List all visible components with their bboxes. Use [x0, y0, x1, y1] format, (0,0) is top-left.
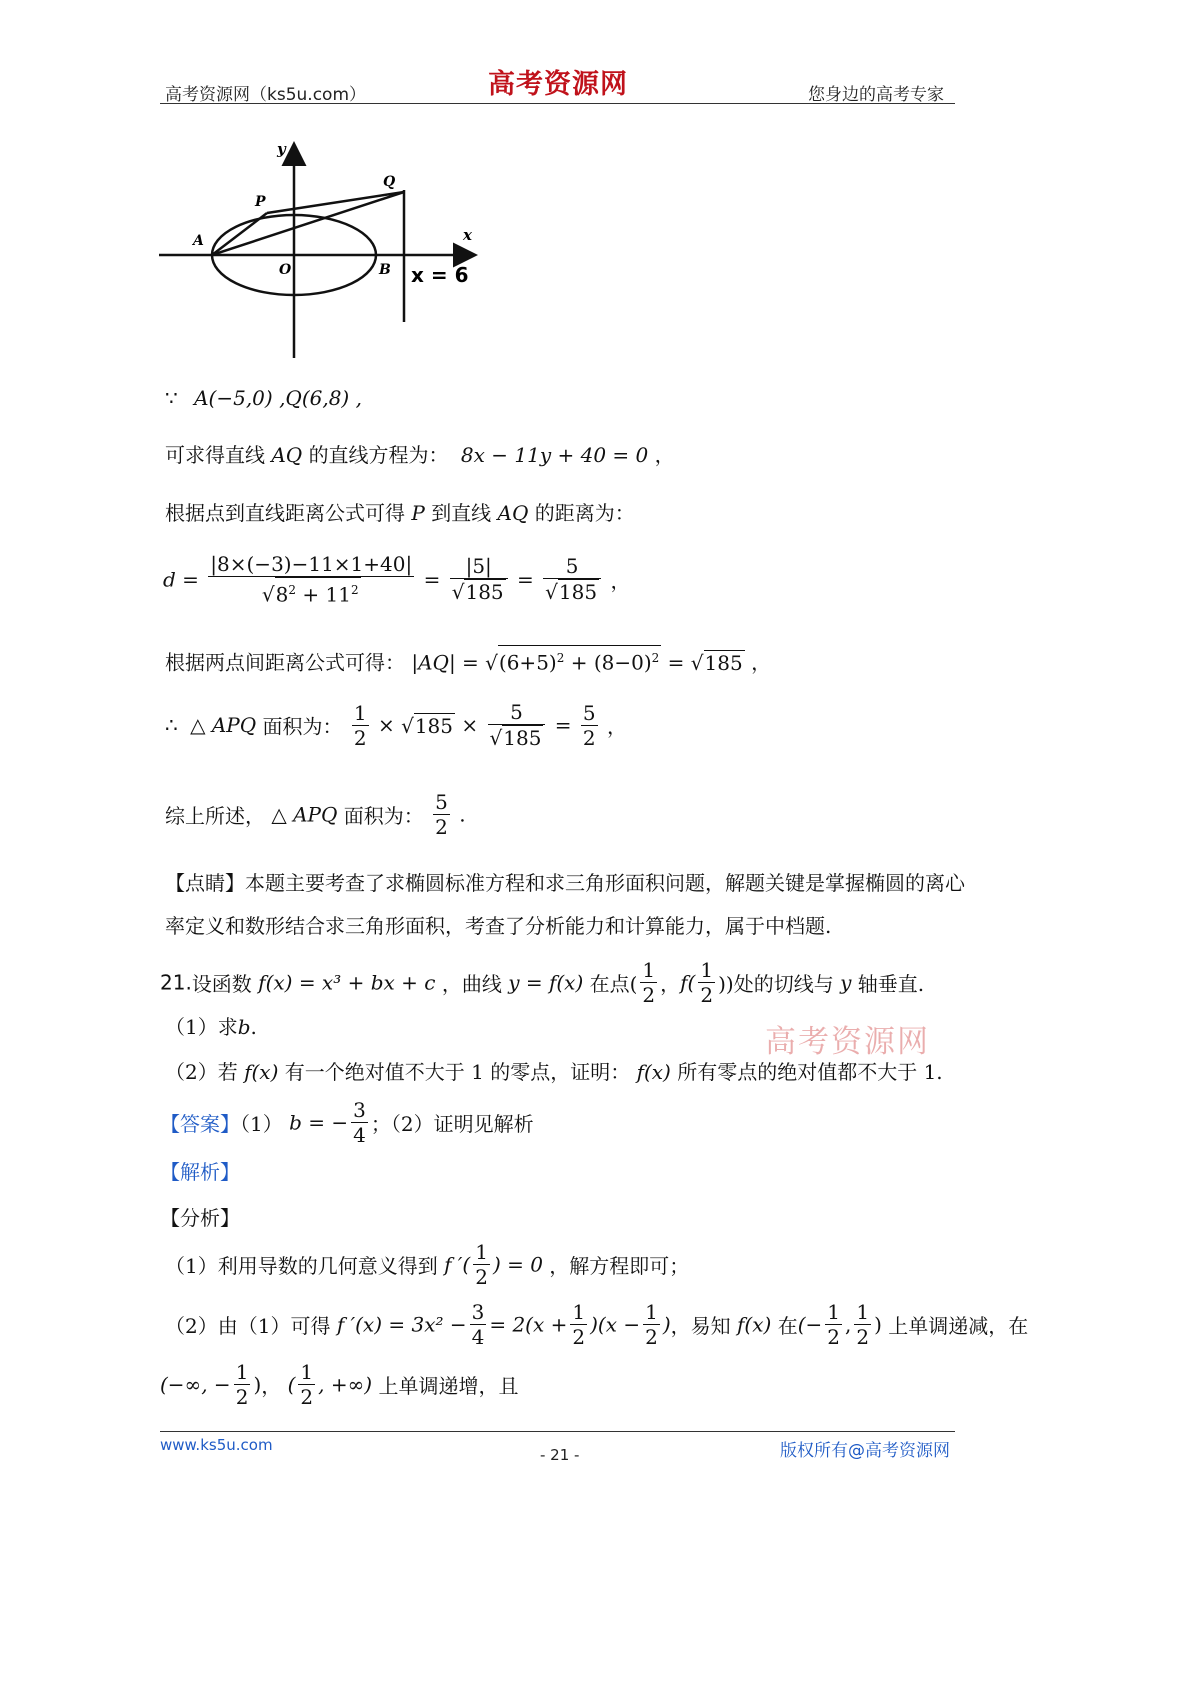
math-aq: AQ	[271, 443, 303, 467]
numerator: 1	[475, 1240, 488, 1264]
denominator: 2	[827, 1325, 840, 1349]
text: 在	[777, 1314, 798, 1338]
exponent: 2	[288, 583, 297, 597]
fraction	[488, 700, 546, 750]
label-A: A	[193, 233, 204, 249]
header-rule	[160, 103, 955, 104]
text: .	[250, 1015, 257, 1039]
denominator: 4	[353, 1123, 366, 1147]
text: ，解方程即可；	[549, 1254, 690, 1278]
math-b: b	[237, 1015, 251, 1039]
math-fprime: f ′(	[444, 1252, 471, 1277]
text: ；（2）证明见解析	[370, 1112, 534, 1136]
fraction	[352, 701, 369, 750]
label-P: P	[255, 194, 266, 210]
math-equation: ) = 0	[492, 1252, 543, 1277]
text: （2）由（1）可得	[165, 1314, 331, 1338]
text: 在点(	[589, 972, 638, 996]
fraction	[640, 958, 657, 1007]
text: ，	[751, 650, 772, 675]
fraction	[854, 1300, 871, 1349]
line-distance-formula	[163, 552, 630, 607]
denominator: 2	[856, 1325, 870, 1349]
line-summary	[165, 790, 466, 839]
text: （1）	[240, 1112, 283, 1136]
times: ×	[377, 713, 395, 737]
text: 上单调递减，在	[888, 1314, 1029, 1338]
fraction	[208, 552, 414, 607]
math-factor: = 2(x +	[489, 1312, 568, 1337]
numerator: 1	[645, 1300, 658, 1324]
equals: =	[667, 650, 685, 675]
numerator: 1	[856, 1300, 870, 1324]
label-x: x	[463, 226, 472, 244]
fraction	[450, 554, 508, 604]
numerator: |8×(−3)−11×1+40|	[210, 552, 413, 576]
math-interval: (−∞, −	[160, 1372, 231, 1397]
text: ，	[660, 972, 681, 996]
numerator: |5|	[450, 554, 508, 579]
math-apq: APQ	[211, 713, 257, 737]
analysis-line-2	[165, 1300, 1028, 1349]
equals: =	[517, 567, 534, 592]
denominator: 2	[700, 983, 714, 1007]
text: （2）若	[165, 1060, 238, 1084]
math-interval: (	[287, 1372, 296, 1397]
text: ))处的切线与	[718, 972, 834, 996]
page-number: - 21 -	[540, 1446, 580, 1464]
line-points	[165, 383, 362, 413]
math-equation: 8x − 11y + 40 = 0	[460, 443, 649, 467]
numerator: 5	[582, 700, 596, 725]
because-symbol: ∵	[165, 386, 178, 410]
label-Q: Q	[383, 174, 396, 190]
equals: =	[554, 713, 572, 737]
math-derivative: f ′(x) = 3x² −	[336, 1312, 467, 1337]
denominator: 2	[642, 983, 656, 1007]
math-factor: )	[662, 1312, 671, 1337]
line-area	[165, 700, 627, 750]
numerator: 3	[471, 1300, 485, 1324]
label-x6: x = 6	[411, 263, 469, 287]
denominator: 2	[572, 1325, 586, 1349]
radicand: + (8−0)	[564, 650, 652, 675]
text: 的直线方程为：	[308, 443, 449, 467]
denominator: √185	[489, 726, 542, 750]
fraction	[643, 1300, 660, 1349]
exponent: 2	[350, 583, 359, 597]
text: ，	[607, 714, 628, 739]
math-fx: f(x)	[244, 1060, 279, 1084]
line-aq-equation	[165, 440, 675, 470]
math-y: y	[840, 970, 852, 995]
text: 所有零点的绝对值都不大于 1.	[677, 1060, 943, 1084]
triangle-icon: △	[190, 713, 206, 737]
text: 轴垂直.	[857, 972, 925, 996]
radicand: + 11	[296, 582, 351, 607]
denominator: 2	[582, 725, 596, 750]
text: ，	[610, 568, 631, 593]
question-number: 21.	[160, 970, 192, 995]
answer-label: 【答案】	[160, 1112, 240, 1136]
fraction	[470, 1300, 487, 1349]
math-d: d =	[163, 567, 199, 592]
text: ，	[261, 1374, 282, 1398]
sqrt-value: √185	[690, 650, 743, 675]
text: )	[874, 1312, 882, 1337]
math-aq-abs: |AQ| =	[411, 650, 479, 675]
fraction	[351, 1098, 368, 1147]
math-fx: f(x)	[737, 1312, 772, 1337]
denominator: 4	[471, 1325, 485, 1349]
fraction	[298, 1360, 315, 1409]
segment-AP	[212, 213, 267, 255]
analysis-label: 【解析】	[160, 1160, 240, 1184]
comment-line-2: 率定义和数形结合求三角形面积，考查了分析能力和计算能力，属于中档题.	[165, 914, 832, 938]
math-factor: )(x −	[590, 1312, 641, 1337]
text: 面积为：	[262, 714, 343, 739]
radicand: 8	[275, 582, 289, 607]
fraction	[581, 701, 598, 750]
radicand: 185	[465, 580, 504, 605]
fraction	[234, 1360, 251, 1409]
numerator: 1	[642, 958, 656, 982]
text: 有一个绝对值不大于 1 的零点，证明：	[284, 1060, 631, 1084]
exponent: 2	[651, 651, 660, 665]
text: ，易知	[670, 1314, 731, 1338]
fraction	[825, 1300, 842, 1349]
watermark: 高考资源网	[765, 1024, 930, 1060]
text: 设函数	[191, 972, 252, 996]
denominator: $√8^2 + 11^2$	[208, 577, 414, 607]
denominator: 2	[475, 1265, 488, 1289]
math-interval: (−	[797, 1312, 823, 1337]
math-apq: APQ	[293, 802, 338, 827]
text: ，曲线	[441, 972, 502, 996]
denominator: 2	[353, 725, 367, 750]
sqrt-value: √185	[401, 713, 454, 738]
denominator: 2	[645, 1325, 658, 1349]
line-distance-intro	[165, 498, 635, 528]
exponent: 2	[556, 651, 565, 665]
text: 面积为：	[343, 804, 424, 828]
numerator: 1	[700, 958, 714, 982]
footer-copyright: 版权所有@高考资源网	[780, 1441, 950, 1461]
text: 综上所述，	[165, 804, 265, 828]
denominator: √185	[451, 580, 504, 605]
equals: =	[423, 567, 441, 592]
header-right: 您身边的高考专家	[808, 85, 944, 105]
answer-line	[160, 1098, 534, 1147]
math-function: f(x) = x³ + bx + c	[258, 970, 436, 995]
text: 可求得直线	[165, 443, 265, 467]
label-O: O	[279, 262, 292, 278]
segment-PQ	[267, 192, 404, 213]
header-left: 高考资源网（ks5u.com）	[165, 85, 367, 105]
denominator: 2	[235, 1385, 249, 1409]
radicand: (6+5)	[498, 650, 557, 675]
line-aq-length	[165, 645, 771, 678]
denominator: 2	[435, 815, 448, 839]
text: 上单调递增，且	[378, 1374, 519, 1398]
math-aq: AQ	[497, 501, 529, 525]
question-21	[160, 958, 924, 1007]
numerator: 3	[353, 1098, 366, 1122]
math-f: f(	[680, 970, 696, 995]
fenxi-label: 【分析】	[160, 1206, 240, 1230]
numerator: 5	[488, 700, 546, 725]
radicand: 185	[704, 650, 743, 675]
math-fx: f(x)	[636, 1060, 671, 1084]
text: （1）利用导数的几何意义得到	[165, 1254, 438, 1278]
math-interval: , +∞)	[318, 1372, 373, 1397]
text: 到直线	[431, 501, 492, 525]
therefore-symbol: ∴	[165, 713, 178, 737]
text: 根据两点间距离公式可得：	[165, 650, 405, 675]
math-p: P	[411, 501, 425, 525]
numerator: 1	[235, 1360, 249, 1384]
radicand: 185	[558, 580, 598, 605]
numerator: 1	[300, 1360, 314, 1384]
radicand: 185	[503, 726, 542, 750]
header-logo: 高考资源网	[488, 69, 628, 100]
fraction	[570, 1300, 587, 1349]
analysis-line-3	[160, 1360, 518, 1409]
numerator: 5	[435, 790, 448, 814]
denominator: 2	[300, 1385, 314, 1409]
label-y: y	[277, 140, 286, 158]
footer-rule	[160, 1431, 955, 1432]
question-21-part-1	[165, 1012, 257, 1042]
numerator: 1	[827, 1300, 840, 1324]
math-b: b = −	[289, 1110, 349, 1135]
numerator: 1	[353, 700, 367, 725]
points-math: A(−5,0) ,Q(6,8) ,	[194, 386, 362, 410]
triangle-icon: △	[271, 802, 287, 827]
text: 根据点到直线距离公式可得	[165, 501, 405, 525]
numerator: 1	[572, 1300, 586, 1324]
fraction	[543, 554, 601, 604]
footer-website-link[interactable]: www.ks5u.com	[160, 1436, 273, 1454]
fraction	[433, 790, 450, 839]
ellipse-figure	[155, 140, 485, 365]
sqrt-expression: $√(6+5)^2 + (8-0)^2$	[485, 651, 661, 675]
text: ，	[654, 443, 675, 467]
radicand: 185	[414, 713, 454, 738]
numerator: 5	[543, 554, 601, 579]
question-21-part-2	[165, 1057, 943, 1087]
text: .	[459, 802, 466, 827]
fraction	[473, 1240, 490, 1289]
text: ,	[844, 1312, 852, 1337]
analysis-line-1	[165, 1240, 689, 1289]
comment-line-1: 【点睛】本题主要考查了求椭圆标准方程和求三角形面积问题，解题关键是掌握椭圆的离心	[165, 871, 965, 895]
text: )	[253, 1372, 262, 1397]
label-B: B	[379, 262, 391, 278]
text: （1）求	[165, 1015, 238, 1039]
times: ×	[461, 713, 479, 737]
fraction	[698, 958, 715, 1007]
denominator: √185	[545, 580, 598, 605]
math-curve: y = f(x)	[508, 970, 584, 995]
text: 的距离为：	[534, 501, 635, 525]
